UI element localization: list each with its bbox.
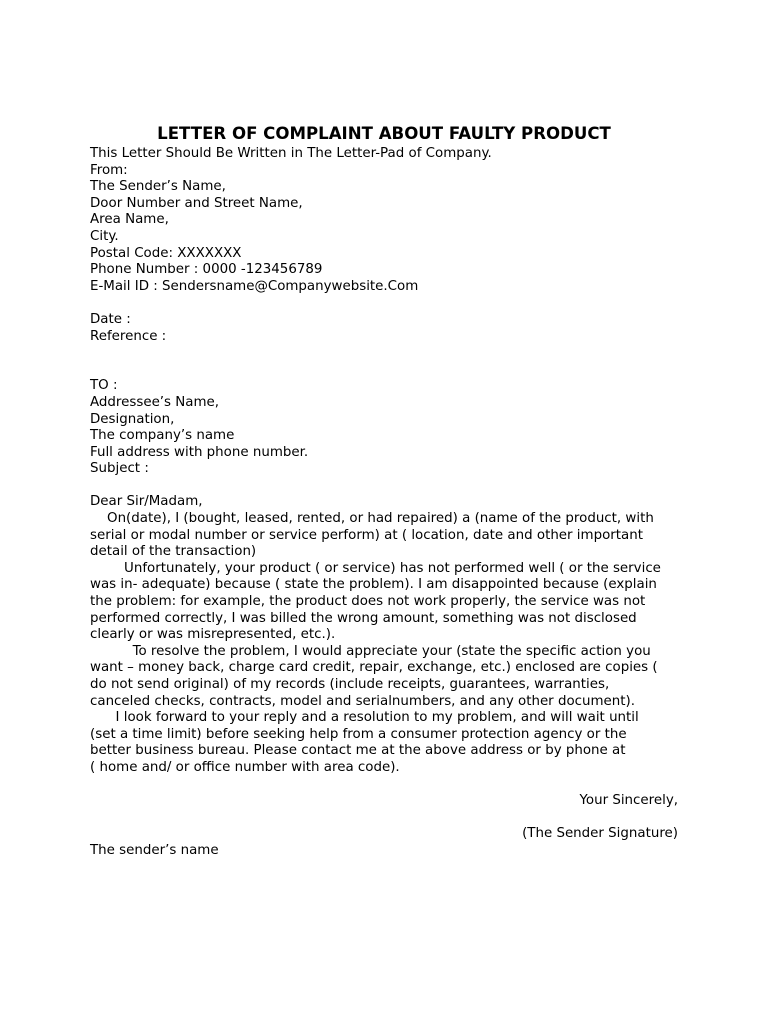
spacer bbox=[90, 345, 678, 362]
to-label: TO : bbox=[90, 378, 118, 394]
paragraph-line: serial or modal number or service perform) at ( location, date and other important bbox=[90, 527, 643, 543]
paragraph-line: the problem: for example, the product does not work properly, the service was not bbox=[90, 594, 646, 610]
paragraph-line: want – money back, charge card credit, repair, exchange, etc.) enclosed are copies ( bbox=[90, 660, 658, 676]
paragraph-line: was in- adequate) because ( state the problem). I am disappointed because (explain bbox=[90, 577, 657, 593]
subject-label: Subject : bbox=[90, 461, 149, 477]
sender-phone-line: Phone Number : 0000 -123456789 bbox=[90, 262, 323, 278]
sender-city-line: City. bbox=[90, 228, 119, 244]
addressee-name-line: Addressee’s Name, bbox=[90, 394, 220, 410]
paragraph-line: canceled checks, contracts, model and serialnumbers, and any other document). bbox=[90, 693, 635, 709]
addressee-designation-line: Designation, bbox=[90, 411, 175, 427]
paragraph-line: To resolve the problem, I would appreciate your (state the specific action you bbox=[90, 643, 651, 659]
spacer bbox=[90, 810, 678, 827]
paragraph-line: better business bureau. Please contact me at the above address or by phone at bbox=[90, 743, 626, 759]
spacer bbox=[90, 478, 678, 495]
to-block bbox=[90, 378, 678, 461]
letter-note: This Letter Should Be Written in The Letter-Pad of Company. bbox=[90, 146, 492, 161]
paragraph-line: detail of the transaction) bbox=[90, 544, 257, 560]
letter-title: LETTER OF COMPLAINT ABOUT FAULTY PRODUCT bbox=[157, 124, 611, 143]
closing: Your Sincerely, bbox=[579, 793, 678, 809]
spacer bbox=[90, 362, 678, 379]
sender-name-line: The Sender’s Name, bbox=[90, 179, 226, 195]
salutation: Dear Sir/Madam, bbox=[90, 494, 203, 510]
signature: (The Sender Signature) bbox=[522, 826, 678, 842]
from-block bbox=[90, 163, 678, 296]
paragraph-line: I look forward to your reply and a resolution to my problem, and will wait until bbox=[90, 710, 639, 726]
paragraph-line: On(date), I (bought, leased, rented, or had repaired) a (name of the product, with bbox=[90, 511, 654, 527]
sender-area-line: Area Name, bbox=[90, 212, 169, 228]
sender-email-line: E-Mail ID : Sendersname@Companywebsite.Com bbox=[90, 278, 419, 294]
paragraph-line: Unfortunately, your product ( or service) has not performed well ( or the service bbox=[90, 560, 661, 576]
body-paragraph-3 bbox=[90, 644, 678, 710]
paragraph-line: (set a time limit) before seeking help from a consumer protection agency or the bbox=[90, 726, 627, 742]
sender-street-line: Door Number and Street Name, bbox=[90, 195, 303, 211]
reference-label: Reference : bbox=[90, 328, 167, 344]
addressee-company-line: The company’s name bbox=[90, 428, 235, 444]
date-label: Date : bbox=[90, 311, 131, 327]
addressee-address-line: Full address with phone number. bbox=[90, 444, 309, 460]
spacer bbox=[90, 295, 678, 312]
sender-postal-code-line: Postal Code: XXXXXXX bbox=[90, 245, 242, 261]
body-paragraph-1 bbox=[90, 511, 678, 561]
sender-name-footer: The sender’s name bbox=[90, 842, 219, 858]
letter-page bbox=[90, 122, 678, 860]
paragraph-line: do not send original) of my records (include receipts, guarantees, warranties, bbox=[90, 677, 610, 692]
from-label: From: bbox=[90, 162, 128, 178]
paragraph-line: ( home and/ or office number with area code). bbox=[90, 759, 400, 775]
body-paragraph-4 bbox=[90, 710, 678, 776]
paragraph-line: clearly or was misrepresented, etc.). bbox=[90, 627, 336, 643]
spacer bbox=[90, 777, 678, 794]
body-paragraph-2 bbox=[90, 561, 678, 644]
paragraph-line: performed correctly, I was billed the wrong amount, something was not disclosed bbox=[90, 610, 637, 626]
